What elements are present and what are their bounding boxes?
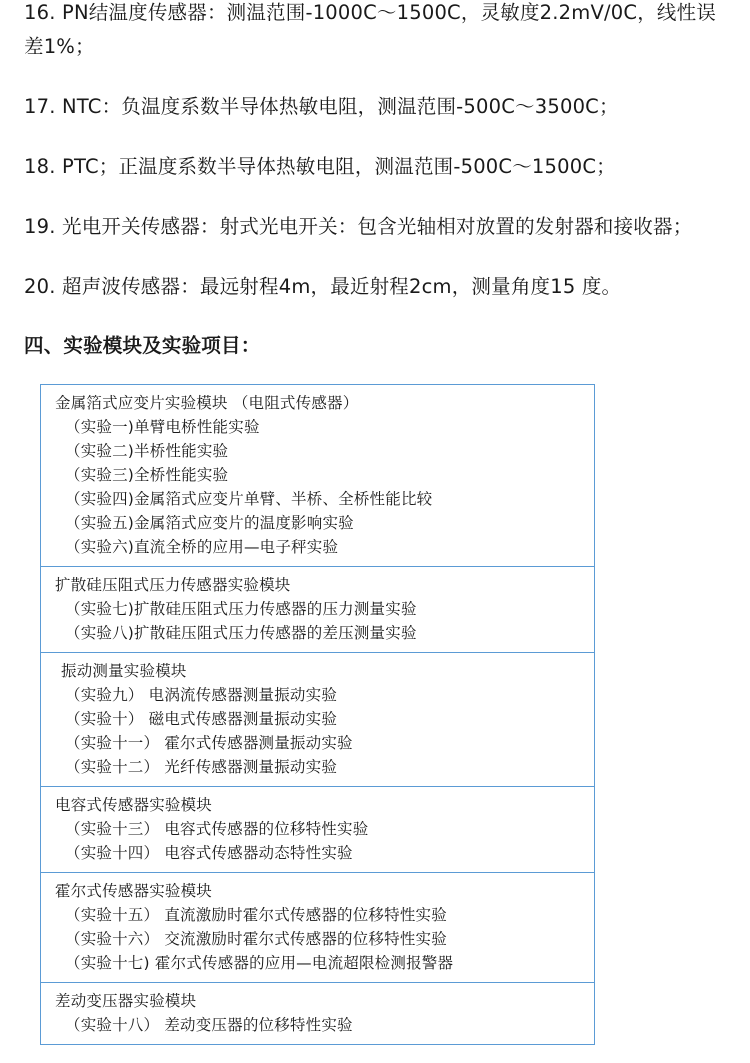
module-title: 差动变压器实验模块 bbox=[55, 992, 197, 1010]
paragraph-20: 20. 超声波传感器：最远射程4m，最近射程2cm，测量角度15 度。 bbox=[24, 275, 622, 298]
module-item: （实验十六） 交流激励时霍尔式传感器的位移特性实验 bbox=[65, 930, 447, 948]
section-heading: 四、实验模块及实验项目： bbox=[24, 334, 261, 357]
experiment-modules-table bbox=[40, 384, 595, 1045]
module-item: （实验十五） 直流激励时霍尔式传感器的位移特性实验 bbox=[65, 906, 447, 924]
module-item: （实验十四） 电容式传感器动态特性实验 bbox=[65, 844, 353, 862]
module-item: （实验十一） 霍尔式传感器测量振动实验 bbox=[65, 734, 353, 752]
module-item: （实验十三） 电容式传感器的位移特性实验 bbox=[65, 820, 369, 838]
module-title: 扩散硅压阻式压力传感器实验模块 bbox=[55, 576, 291, 594]
module-title: 振动测量实验模块 bbox=[61, 662, 187, 680]
module-block bbox=[41, 983, 594, 1045]
module-block bbox=[41, 653, 594, 787]
module-item: （实验三)全桥性能实验 bbox=[65, 466, 229, 484]
paragraph-19: 19. 光电开关传感器：射式光电开关：包含光轴相对放置的发射器和接收器； bbox=[24, 215, 693, 238]
paragraph-16: 16. PN结温度传感器：测温范围-1000C～1500C，灵敏度2.2mV/0C，线性误差1%； bbox=[24, 1, 717, 58]
module-item: （实验十二） 光纤传感器测量振动实验 bbox=[65, 758, 338, 776]
module-item: （实验十七) 霍尔式传感器的应用—电流超限检测报警器 bbox=[65, 954, 454, 972]
module-block bbox=[41, 873, 594, 983]
module-item: （实验十八） 差动变压器的位移特性实验 bbox=[65, 1016, 353, 1034]
paragraph-18: 18. PTC；正温度系数半导体热敏电阻，测温范围-500C～1500C； bbox=[24, 155, 616, 178]
module-title: 金属箔式应变片实验模块 （电阻式传感器） bbox=[55, 394, 359, 412]
paragraph-17: 17. NTC：负温度系数半导体热敏电阻，测温范围-500C～3500C； bbox=[24, 95, 619, 118]
module-block bbox=[41, 385, 594, 567]
module-item: （实验八)扩散硅压阻式压力传感器的差压测量实验 bbox=[65, 624, 417, 642]
module-item: （实验一)单臂电桥性能实验 bbox=[65, 418, 260, 436]
module-item: （实验十） 磁电式传感器测量振动实验 bbox=[65, 710, 338, 728]
module-title: 霍尔式传感器实验模块 bbox=[55, 882, 213, 900]
module-item: （实验九） 电涡流传感器测量振动实验 bbox=[65, 686, 338, 704]
module-block bbox=[41, 787, 594, 873]
module-item: （实验五)金属箔式应变片的温度影响实验 bbox=[65, 514, 354, 532]
module-item: （实验二)半桥性能实验 bbox=[65, 442, 229, 460]
module-title: 电容式传感器实验模块 bbox=[55, 796, 213, 814]
module-item: （实验七)扩散硅压阻式压力传感器的压力测量实验 bbox=[65, 600, 417, 618]
module-item: （实验四)金属箔式应变片单臂、半桥、全桥性能比较 bbox=[65, 490, 433, 508]
module-item: （实验六)直流全桥的应用—电子秤实验 bbox=[65, 538, 339, 556]
module-block bbox=[41, 567, 594, 653]
